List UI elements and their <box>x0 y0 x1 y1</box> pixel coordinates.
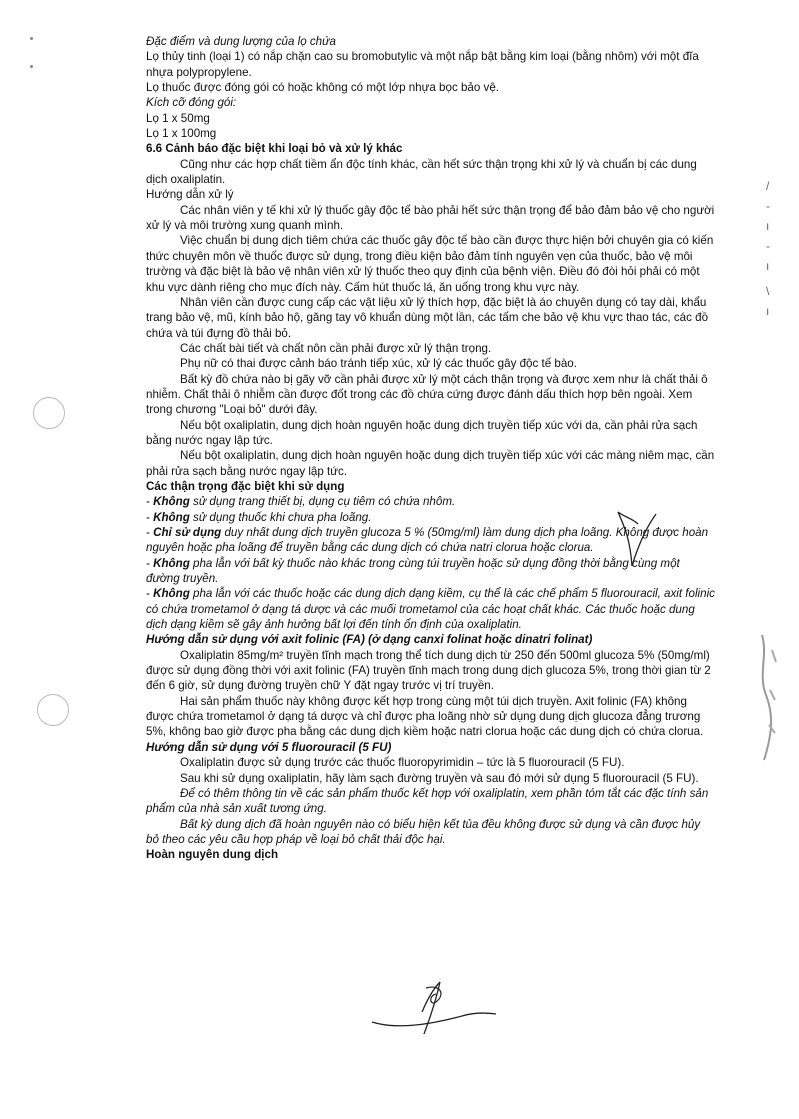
signature-initial-mark <box>612 508 662 570</box>
paragraph: Hướng dẫn sử dụng với axit folinic (FA) (ở dạng canxi folinat hoặc dinatri folinat) <box>146 633 593 647</box>
paragraph: Lọ 1 x 50mg <box>146 111 210 125</box>
scan-speck <box>30 65 33 68</box>
edge-mark: ı <box>766 219 770 233</box>
paragraph: Hướng dẫn xử lý <box>146 188 234 202</box>
paragraph: - Không pha lẫn với các thuốc hoặc các dung dịch dạng kiềm, cụ thể là các chế phẩm 5 fluorouracil, axit folinic có chứa trometamol ở dạng tá dược và các muối trometamol của các hoạt chất khác. Các thuốc hoặc dung dịch dạng kiềm sẽ gây ảnh hưởng bất lợi đến tính ổn định của oxaliplatin. <box>146 587 715 632</box>
paragraph: Kích cỡ đóng gói: <box>146 96 237 110</box>
paragraph: Hoàn nguyên dung dịch <box>146 848 279 862</box>
paragraph: Phụ nữ có thai được cảnh báo tránh tiếp xúc, xử lý các thuốc gây độc tế bào. <box>180 357 577 371</box>
edge-mark: ı <box>766 304 770 318</box>
paragraph: Lọ thủy tinh (loại 1) có nắp chặn cao su bromobutylic và một nắp bật bằng kim loại (bằng nhôm) với một đĩa nhựa polypropylene. <box>146 50 699 79</box>
paragraph: Nếu bột oxaliplatin, dung dịch hoàn nguyên hoặc dung dịch truyền tiếp xúc với da, cần phải rửa sạch bằng nước ngay lập tức. <box>146 418 698 447</box>
scan-speck <box>30 37 33 40</box>
edge-mark: - <box>766 199 770 213</box>
edge-mark: / <box>766 179 770 193</box>
paragraph: Để có thêm thông tin về các sản phẩm thuốc kết hợp với oxaliplatin, xem phần tóm tắt các đặc tính sản phẩm của nhà sản xuất tương ứng. <box>146 786 709 816</box>
paragraph: Oxaliplatin 85mg/m² truyền tĩnh mạch trong thể tích dung dịch từ 250 đến 500ml glucoza 5% (50mg/ml) được sử dụng đồng thời với axit folinic (FA) truyền tĩnh mạch trong dung dịch glucoza 5%, trong thời gian từ 2 đến 6 giờ, sử dụng đường truyền chữ Y đặt ngay trước vị trí truyền. <box>146 648 711 693</box>
edge-mark: \ <box>766 284 770 298</box>
paragraph: Bất kỳ dung dịch đã hoàn nguyên nào có biểu hiện kết tủa đều không được sử dụng và cần được hủy bỏ theo các yêu cầu hợp pháp về loại bỏ chất thải độc hại. <box>146 817 701 846</box>
paragraph: Các nhân viên y tế khi xử lý thuốc gây độc tế bào phải hết sức thận trọng để bảo đảm bảo vệ cho người xử lý và môi trường xung quanh mình. <box>146 203 715 233</box>
paragraph: Hai sản phẩm thuốc này không được kết hợp trong cùng một túi dịch truyền. Axit folinic (FA) không được chứa trometamol ở dạng tá dược và chỉ được pha loãng nhờ sử dụng dung dịch glucoza đẳng trương 5%, không bao giờ được pha bằng các dung dịch kiềm hoặc natri clorua hoặc các dung dịch có chứa clorua. <box>146 694 704 739</box>
paragraph: Việc chuẩn bị dung dịch tiêm chứa các thuốc gây độc tế bào cần được thực hiện bởi chuyên gia có kiến thức chuyên môn về thuốc được sử dụng, trong điều kiện bảo đảm tính nguyên vẹn của thuốc, bảo vệ môi trường và đặc biệt là bảo vệ nhân viên xử lý thuốc theo quy định của bệnh viện. Điều đó đòi hỏi phải có một khu vực dành riêng cho mục đích này. Cấm hút thuốc lá, ăn uống trong khu vực này. <box>146 234 714 294</box>
punch-hole <box>37 694 69 726</box>
paragraph: Oxaliplatin được sử dụng trước các thuốc fluoropyrimidin – tức là 5 fluorouracil (5 FU). <box>180 756 625 770</box>
paragraph: Nhân viên cần được cung cấp các vật liệu xử lý thích hợp, đặc biệt là áo chuyên dụng có tay dài, khẩu trang bảo vệ, mũ, kính bảo hộ, găng tay vô khuẩn dùng một lần, các tấm che bảo vệ khu vực thao tác, các đồ chứa và túi đựng đồ thải bỏ. <box>146 295 709 340</box>
paragraph: Lọ thuốc được đóng gói có hoặc không có một lớp nhựa bọc bảo vệ. <box>146 81 500 95</box>
edge-mark: ı <box>766 259 770 273</box>
paragraph: - Không sử dụng trang thiết bị, dụng cụ tiêm có chứa nhôm. <box>146 495 456 509</box>
paragraph: Hướng dẫn sử dụng với 5 fluorouracil (5 FU) <box>146 740 392 754</box>
paragraph: - Chỉ sử dụng duy nhất dung dịch truyền glucoza 5 % (50mg/ml) làm dung dịch pha loãng. Không được hoàn nguyên hoặc pha loãng để truyền bằng các dung dịch có chứa natri clorua hoặc clorua. <box>146 526 709 555</box>
paragraph: - Không pha lẫn với bất kỳ thuốc nào khác trong cùng túi truyền hoặc sử dụng đồng thời bằng cùng một đường truyền. <box>146 556 680 586</box>
paragraph: - Không sử dụng thuốc khi chưa pha loãng. <box>146 510 372 524</box>
paragraph: Nếu bột oxaliplatin, dung dịch hoàn nguyên hoặc dung dịch truyền tiếp xúc với các màng niêm mạc, cần phải rửa sạch bằng nước ngay lập tức. <box>146 449 715 478</box>
paragraph: Sau khi sử dụng oxaliplatin, hãy làm sạch đường truyền và sau đó mới sử dụng 5 fluorouracil (5 FU). <box>180 771 699 785</box>
paragraph: Bất kỳ đồ chứa nào bị gãy vỡ cần phải được xử lý một cách thận trọng và được xem như là chất thải ô nhiễm. Chất thải ô nhiễm cần được đốt trong các đồ chứa cứng được đánh dấu thích hợp bên ngoài. Xem trong chương "Loại bỏ" dưới đây. <box>146 372 708 417</box>
paragraph: Đặc điểm và dung lượng của lọ chứa <box>146 35 336 48</box>
punch-hole <box>33 397 65 429</box>
edge-stamp-fragment <box>754 630 784 770</box>
document-body <box>146 34 716 863</box>
paragraph: Lọ 1 x 100mg <box>146 127 217 141</box>
paragraph: Cũng như các hợp chất tiềm ẩn độc tính khác, cần hết sức thận trọng khi xử lý và chuẩn bị các dung dịch oxaliplatin. <box>146 157 697 187</box>
edge-mark: - <box>766 239 770 253</box>
paragraph: 6.6 Cảnh báo đặc biệt khi loại bỏ và xử lý khác <box>146 142 403 156</box>
signature <box>370 978 500 1040</box>
paragraph: Các thận trọng đặc biệt khi sử dụng <box>146 479 345 493</box>
paragraph: Các chất bài tiết và chất nôn cần phải được xử lý thận trọng. <box>180 341 492 355</box>
